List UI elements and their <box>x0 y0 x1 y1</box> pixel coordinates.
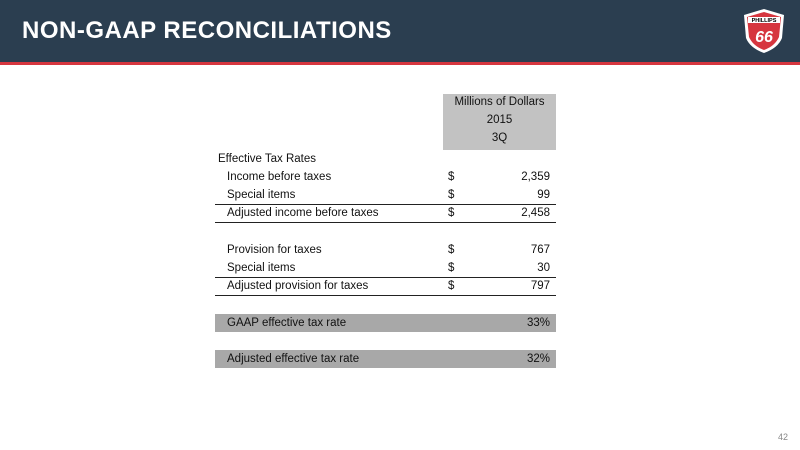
row-value: 33% <box>526 317 550 329</box>
row-label: Adjusted effective tax rate <box>227 353 360 365</box>
column-header-year: 2015 <box>486 114 513 126</box>
table-row <box>215 259 556 277</box>
row-label: Special items <box>227 189 296 201</box>
column-header-units: Millions of Dollars <box>454 96 545 108</box>
row-label: Provision for taxes <box>227 244 322 256</box>
currency-symbol: $ <box>448 244 455 256</box>
row-value: 30 <box>537 262 550 274</box>
currency-symbol: $ <box>448 207 455 219</box>
currency-symbol: $ <box>448 189 455 201</box>
row-label: Adjusted provision for taxes <box>227 280 369 292</box>
row-value: 767 <box>530 244 550 256</box>
column-header <box>215 94 556 150</box>
phillips66-shield-icon <box>742 8 786 54</box>
logo-number: 66 <box>755 29 773 46</box>
row-label: Adjusted income before taxes <box>227 207 379 219</box>
currency-symbol: $ <box>448 171 455 183</box>
column-header-quarter: 3Q <box>491 132 508 144</box>
page-number: 42 <box>777 432 788 442</box>
row-value: 2,359 <box>521 171 550 183</box>
table-row-total <box>215 277 556 296</box>
table-row-total <box>215 204 556 223</box>
row-value: 99 <box>537 189 550 201</box>
table-row-rate <box>215 314 556 332</box>
header-accent-line <box>0 62 800 65</box>
currency-symbol: $ <box>448 280 455 292</box>
tax-rate-table <box>215 94 556 368</box>
slide-header <box>0 0 800 62</box>
logo-top-text: PHILLIPS <box>751 18 777 24</box>
table-row-rate <box>215 350 556 368</box>
section-title: Effective Tax Rates <box>218 153 317 165</box>
row-value: 2,458 <box>521 207 550 219</box>
currency-symbol: $ <box>448 262 455 274</box>
row-label: GAAP effective tax rate <box>227 317 347 329</box>
table-row <box>215 186 556 204</box>
section-title-row <box>215 150 556 168</box>
slide-title: NON-GAAP RECONCILIATIONS <box>22 17 392 44</box>
row-label: Income before taxes <box>227 171 332 183</box>
row-value: 797 <box>530 280 550 292</box>
table-row <box>215 168 556 186</box>
row-value: 32% <box>526 353 550 365</box>
row-label: Special items <box>227 262 296 274</box>
table-row <box>215 241 556 259</box>
